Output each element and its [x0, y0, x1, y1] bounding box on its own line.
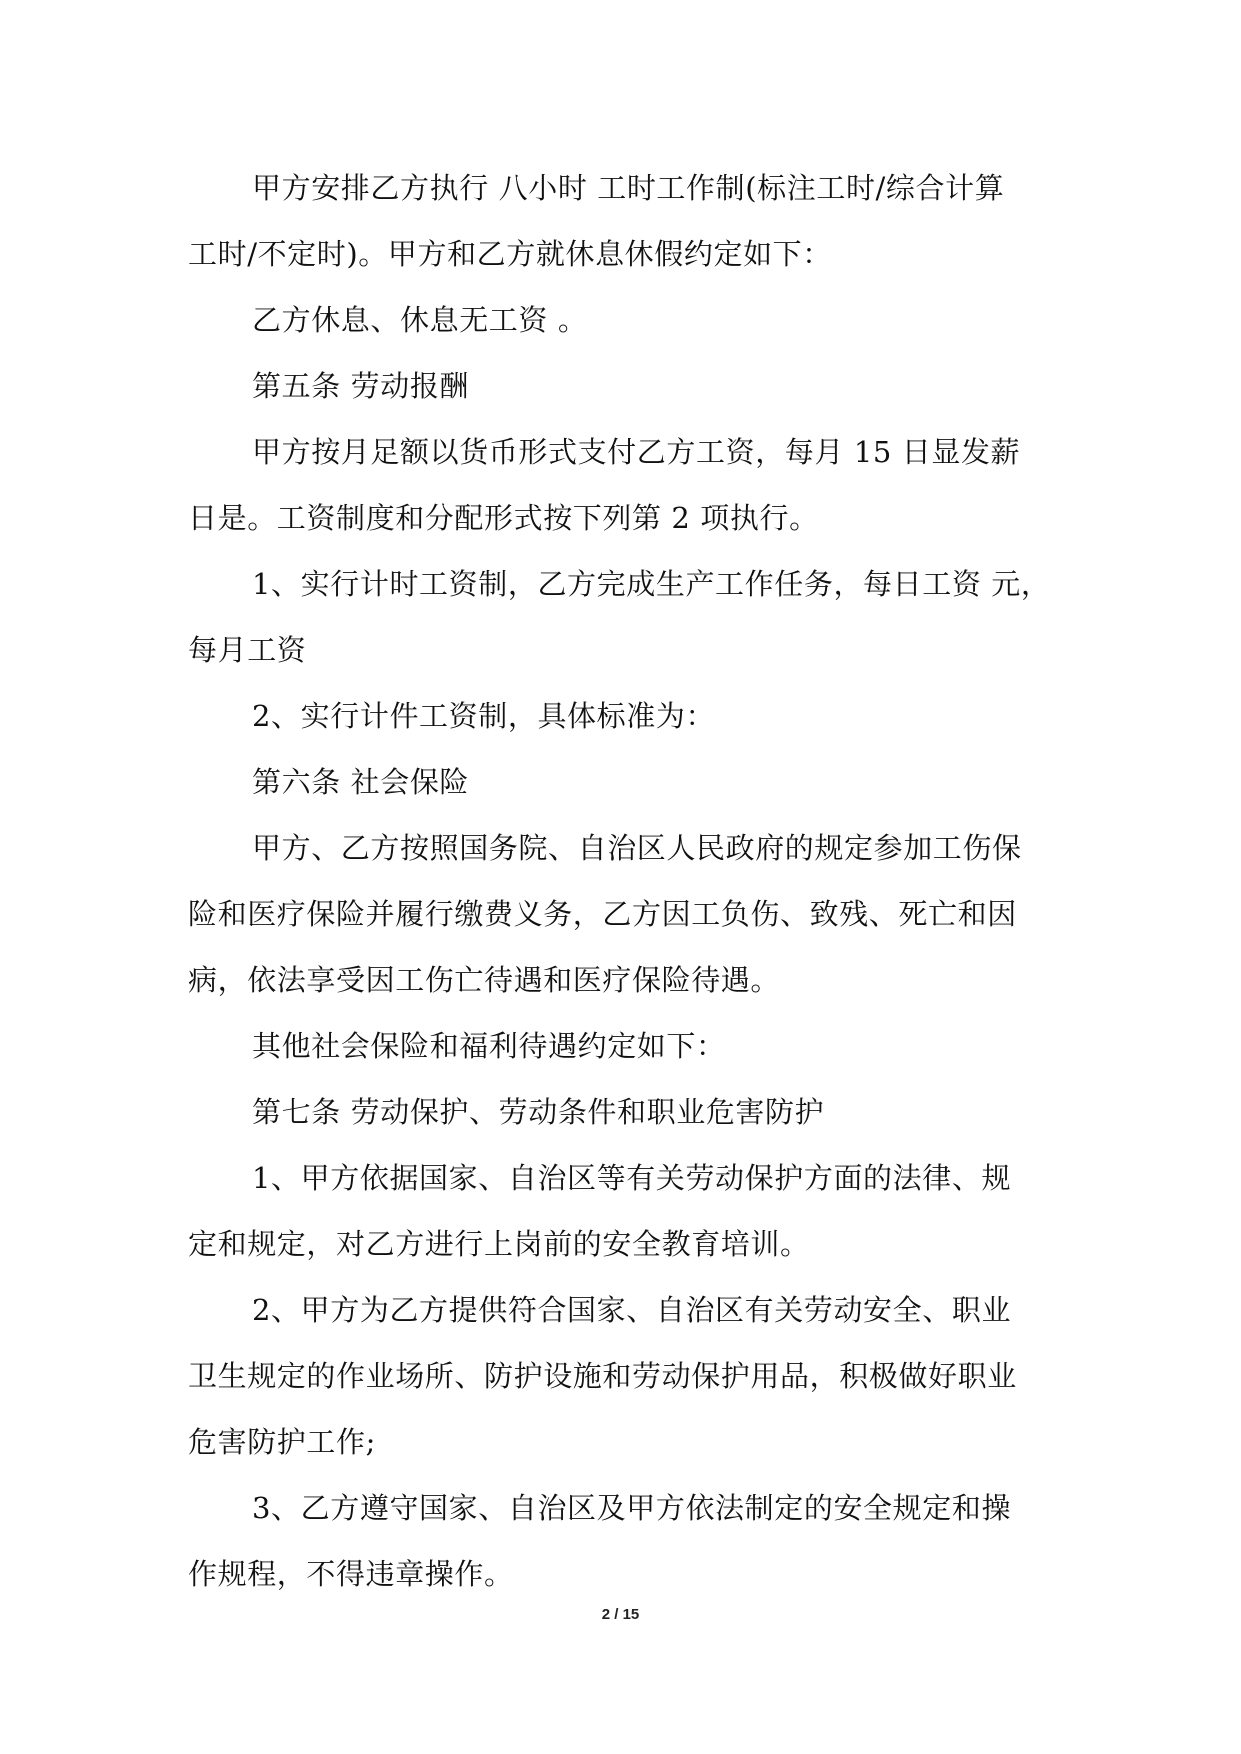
paragraph-line: 作规程，不得违章操作。	[188, 1557, 514, 1591]
paragraph-line: 1、实行计时工资制，乙方完成生产工作任务，每日工资 元，	[252, 567, 1051, 601]
paragraph-line: 2、实行计件工资制，具体标准为：	[252, 699, 716, 733]
paragraph-line: 日是。工资制度和分配形式按下列第 2 项执行。	[188, 501, 819, 535]
paragraph-line: 甲方安排乙方执行 八小时 工时工作制(标注工时/综合计算	[252, 171, 1005, 205]
paragraph-line: 每月工资	[188, 633, 307, 667]
paragraph-line: 危害防护工作;	[188, 1425, 376, 1459]
paragraph-line: 1、甲方依据国家、自治区等有关劳动保护方面的法律、规	[252, 1161, 1012, 1195]
page-number: 2 / 15	[601, 1606, 640, 1623]
paragraph-line: 乙方休息、休息无工资 。	[252, 303, 588, 337]
section-heading: 第五条 劳动报酬	[252, 369, 470, 403]
paragraph-line: 工时/不定时)。甲方和乙方就休息休假约定如下：	[188, 237, 832, 271]
section-heading: 第七条 劳动保护、劳动条件和职业危害防护	[252, 1095, 825, 1129]
paragraph-line: 2、甲方为乙方提供符合国家、自治区有关劳动安全、职业	[252, 1293, 1012, 1327]
paragraph-line: 卫生规定的作业场所、防护设施和劳动保护用品，积极做好职业	[188, 1359, 1017, 1393]
paragraph-line: 3、乙方遵守国家、自治区及甲方依法制定的安全规定和操	[252, 1491, 1012, 1525]
paragraph-line: 病，依法享受因工伤亡待遇和医疗保险待遇。	[188, 963, 781, 997]
paragraph-line: 其他社会保险和福利待遇约定如下：	[252, 1029, 726, 1063]
section-heading: 第六条 社会保险	[252, 765, 470, 799]
paragraph-line: 险和医疗保险并履行缴费义务，乙方因工负伤、致残、死亡和因	[188, 897, 1017, 931]
paragraph-line: 定和规定，对乙方进行上岗前的安全教育培训。	[188, 1227, 810, 1261]
document-body	[188, 155, 1054, 1607]
paragraph-line: 甲方、乙方按照国务院、自治区人民政府的规定参加工伤保	[252, 831, 1022, 865]
paragraph-line: 甲方按月足额以货币形式支付乙方工资，每月 15 日显发薪	[252, 435, 1021, 469]
